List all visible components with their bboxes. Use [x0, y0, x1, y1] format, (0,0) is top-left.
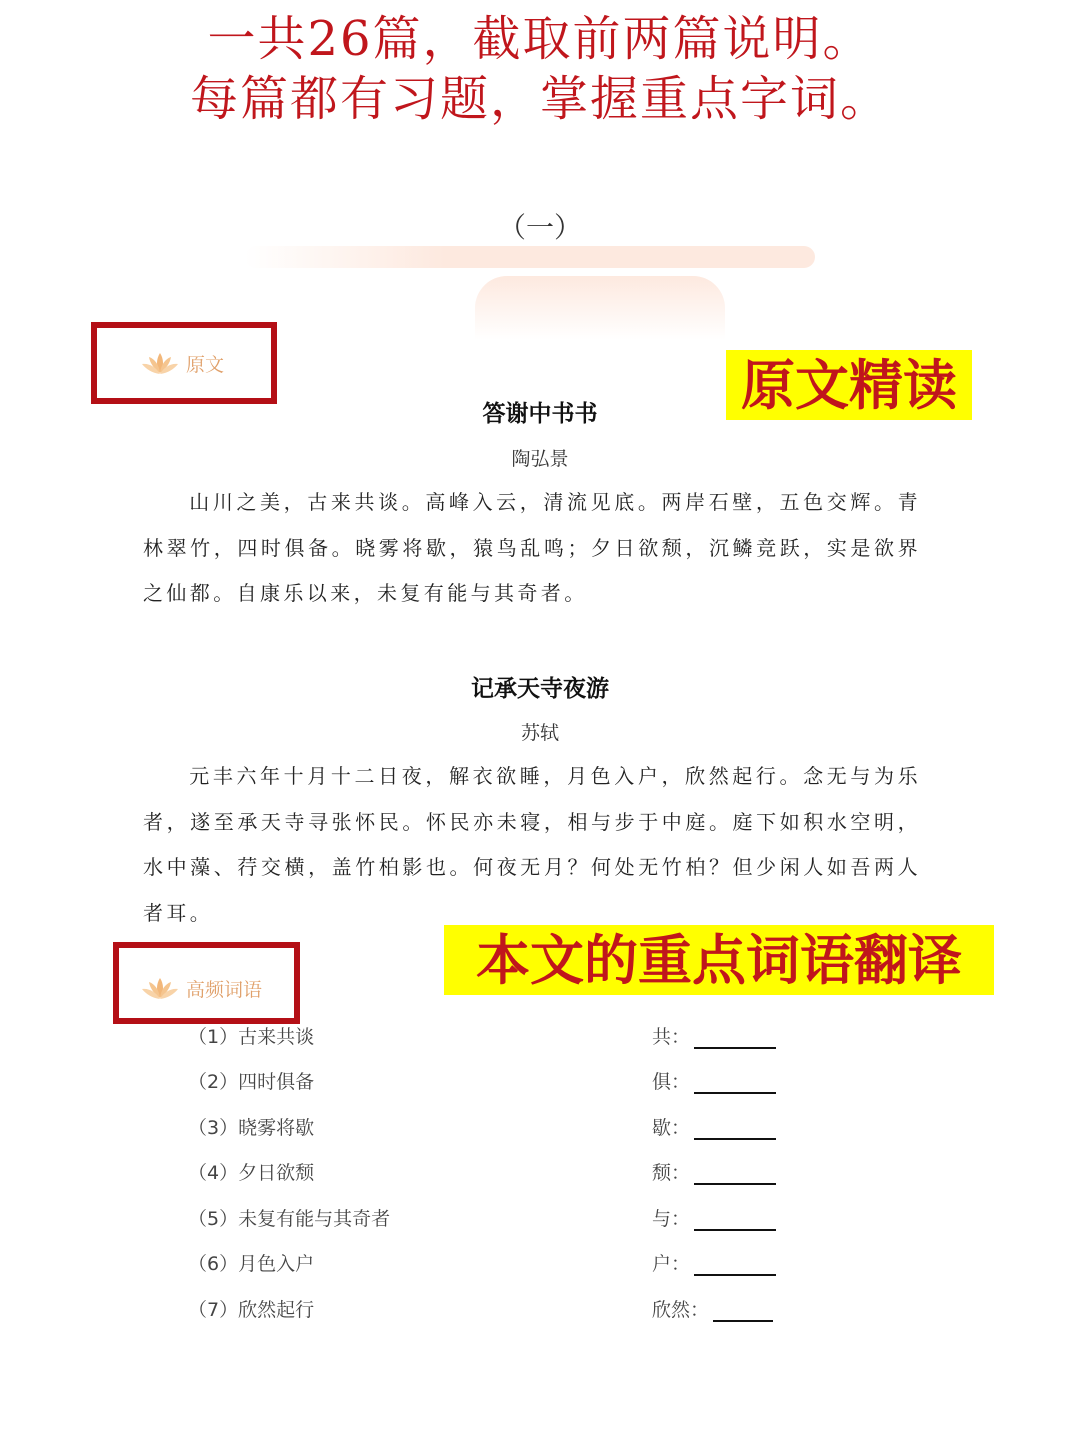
answer-blank-line[interactable]: [694, 1209, 776, 1231]
vocab-number: （7）: [188, 1299, 239, 1321]
vocab-item: [188, 1022, 788, 1066]
vocab-answer: [652, 1249, 776, 1276]
vocab-question: [188, 1204, 390, 1231]
vocab-tag: [140, 975, 262, 1002]
vocab-answer: [652, 1295, 773, 1322]
vocab-question: [188, 1022, 314, 1049]
vocab-number: （1）: [188, 1026, 239, 1048]
passage-2-text: [143, 754, 921, 936]
answer-blank-line[interactable]: [713, 1300, 773, 1322]
vocab-question: [188, 1067, 314, 1094]
vocab-key-word: 与：: [652, 1208, 691, 1230]
original-tag-label: 原文: [186, 354, 225, 376]
vocab-answer: [652, 1204, 776, 1231]
answer-blank-line[interactable]: [694, 1027, 776, 1049]
vocab-answer: [652, 1158, 776, 1185]
answer-blank-line[interactable]: [694, 1072, 776, 1094]
lotus-icon: [140, 976, 180, 1002]
passage-1-text-content: 山川之美，古来共谈。高峰入云，清流见底。两岸石壁，五色交辉。青林翠竹，四时俱备。晓雾将歇，猿鸟乱鸣；夕日欲颓，沉鳞竞跃，实是欲界之仙都。自康乐以来，未复有能与其奇者。: [143, 490, 921, 605]
vocab-key-word: 欣然：: [652, 1299, 710, 1321]
vocab-item: [188, 1158, 788, 1202]
cloud-decoration-lower: [475, 276, 725, 340]
vocab-answer: [652, 1113, 776, 1140]
headline-line-1: 一共26篇，截取前两篇说明。: [207, 11, 873, 67]
passage-1-author: 陶弘景: [511, 448, 569, 470]
vocab-phrase: 欣然起行: [238, 1299, 315, 1321]
vocab-number: （2）: [188, 1071, 239, 1093]
vocab-item: [188, 1249, 788, 1293]
vocab-phrase: 月色入户: [238, 1253, 315, 1275]
vocab-tag-label: 高频词语: [186, 979, 263, 1001]
original-tag: [140, 350, 224, 377]
answer-blank-line[interactable]: [694, 1254, 776, 1276]
passage-2-author: 苏轼: [520, 722, 559, 744]
vocab-phrase: 古来共谈: [238, 1026, 315, 1048]
vocab-key-word: 颓：: [652, 1162, 691, 1184]
vocab-key-word: 歇：: [652, 1117, 691, 1139]
passage-1-title: 答谢中书书: [482, 400, 598, 427]
passage-2-text-content: 元丰六年十月十二日夜，解衣欲睡，月色入户，欣然起行。念无与为乐者，遂至承天寺寻张怀民。怀民亦未寝，相与步于中庭。庭下如积水空明，水中藻、荇交横，盖竹柏影也。何夜无月？何处无竹柏？但少闲人如吾两人者耳。: [143, 764, 921, 925]
vocab-phrase: 夕日欲颓: [238, 1162, 315, 1184]
vocab-question: [188, 1249, 314, 1276]
vocab-item: [188, 1113, 788, 1157]
headline-line-2: 每篇都有习题，掌握重点字词。: [189, 71, 890, 127]
passage-2-title: 记承天寺夜游: [471, 675, 609, 702]
vocab-number: （3）: [188, 1117, 239, 1139]
vocab-answer: [652, 1067, 776, 1094]
vocab-number: （4）: [188, 1162, 239, 1184]
vocab-number: （6）: [188, 1253, 239, 1275]
vocab-question: [188, 1158, 314, 1185]
answer-blank-line[interactable]: [694, 1163, 776, 1185]
passage-1-text: [143, 480, 921, 617]
vocab-item: [188, 1295, 788, 1339]
vocab-key-word: 户：: [652, 1253, 691, 1275]
answer-blank-line[interactable]: [694, 1118, 776, 1140]
vocab-key-word: 俱：: [652, 1071, 691, 1093]
lotus-icon: [140, 351, 180, 377]
annotation-original-reading: 原文精读: [726, 350, 972, 420]
cloud-decoration: [245, 246, 815, 268]
vocab-phrase: 四时俱备: [238, 1071, 315, 1093]
vocab-answer: [652, 1022, 776, 1049]
vocab-number: （5）: [188, 1208, 239, 1230]
vocab-phrase: 晓雾将歇: [238, 1117, 315, 1139]
vocab-item: [188, 1067, 788, 1111]
vocab-item: [188, 1204, 788, 1248]
annotation-key-vocab: 本文的重点词语翻译: [444, 925, 994, 995]
vocab-key-word: 共：: [652, 1026, 691, 1048]
section-number: （一）: [497, 211, 582, 244]
vocab-phrase: 未复有能与其奇者: [238, 1208, 391, 1230]
vocab-question: [188, 1295, 314, 1322]
vocab-question: [188, 1113, 314, 1140]
